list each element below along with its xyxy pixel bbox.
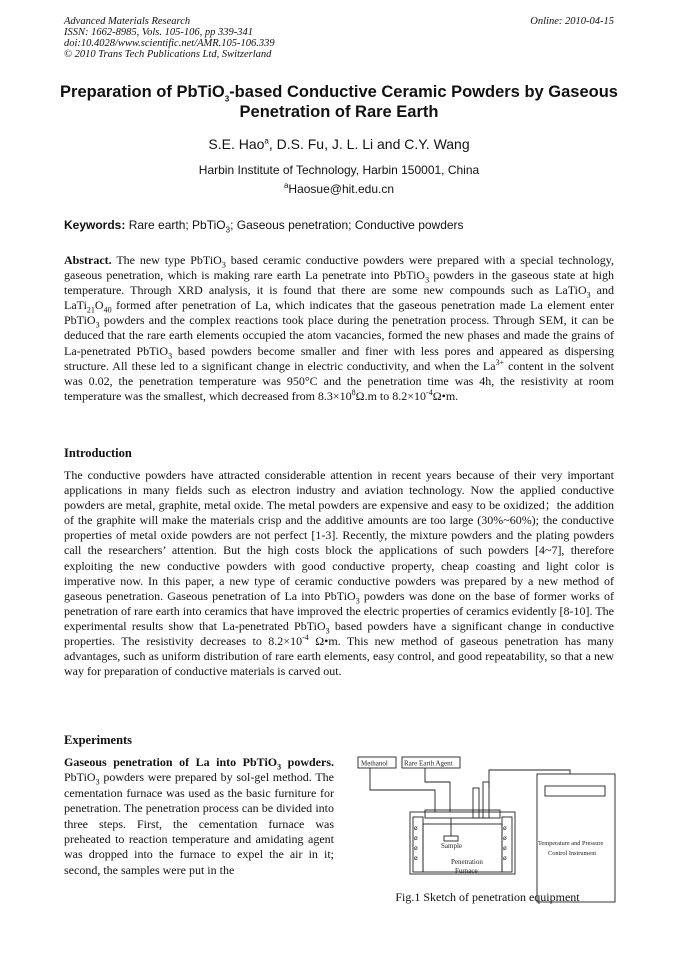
sample-holder (444, 836, 458, 841)
thermocouple-2 (483, 782, 489, 818)
instrument-label-1: Temperature and Pressure (538, 840, 604, 847)
thermocouple-1 (473, 788, 479, 818)
control-instrument (537, 774, 615, 902)
introduction-heading: Introduction (64, 446, 132, 460)
penetration-equipment-figure (355, 752, 620, 907)
sample-label: Sample (441, 842, 462, 850)
instrument-display (545, 786, 605, 796)
introduction-text: The conductive powders have attracted considerable attention in recent years because of their very important applications in many fields such as electron industry and aviation technology. Now the applied conductive powders are metal, graphite, metal oxide. The metal powders are expensive and easy to be oxidized；the addition of the graphite will make the materials crisp and the additive amounts are too large (30%~60%); the conductive properties of metal oxide powders are not perfect [1-3]. Recently, the mixture powders and the plating powders call the researchers’ attention. But the high costs block the applications of such powders [4~7], therefore exploiting the new conductive powders with good conductive property, cheap coasting and light color is imperative now. In this paper, a new type of ceramic conductive powders was prepared by a new method of gaseous penetration. Gaseous penetration of La into PbTiO$_3$ powders was done on the base of former works of penetration of rare earth into ceramics that have improved the electric properties of ceramics evidently [8-10]. The experimental results show that La-penetrated PbTiO$_3$ based powders have a significant change in conductive properties. The resistivity decreases to $8.2\times 10^{-4}$ Ω•m. This new method of gaseous penetration has many advantages, such as uniform distribution of rare earth elements, easy control, and good repeatability, so that a new way for preparation of conductive materials is carved out. (64, 468, 614, 679)
experiments-text: Gaseous penetration of La into PbTiO$_3$ powders. PbTiO$_3$ powders were prepared by sol-gel method. The cementation furnace was used as the basic furniture for penetration. The penetration process can be divided into three steps. First, the cementation furnace was preheated to reaction temperature and amidating agent was dropped into the furnace to expel the air in it; second, the samples were put in the (64, 755, 334, 877)
agent-label: Rare Earth Agent (404, 759, 453, 768)
affiliation: Harbin Institute of Technology, Harbin 150001, China (198, 163, 480, 177)
furnace-label-1: Penetration (451, 858, 483, 866)
svg-text:ø: ø (503, 825, 507, 832)
doi-line: doi:10.4028/www.scientific.net/AMR.105-106.339 (64, 38, 275, 49)
figure-caption: Fig.1 Sketch of penetration equipment (395, 890, 580, 904)
signal-line (489, 770, 570, 788)
svg-text:ø: ø (414, 825, 418, 832)
experiments-heading: Experiments (64, 733, 133, 747)
online-date: Online: 2010-04-15 (530, 16, 614, 27)
journal-name: Advanced Materials Research (64, 16, 191, 27)
furnace-label-2: Furnace (455, 867, 478, 875)
keywords: Keywords: Rare earth; PbTiO$_3$; Gaseous penetration; Conductive powders (64, 218, 464, 235)
copyright-line: © 2010 Trans Tech Publications Ltd, Switzerland (64, 49, 272, 60)
svg-text:ø: ø (503, 835, 507, 842)
paper-title: Preparation of PbTiO$_3$-based Conductive Ceramic Powders by Gaseous Penetration of Rare Earth (60, 83, 618, 121)
svg-text:ø: ø (414, 845, 418, 852)
svg-text:ø: ø (503, 845, 507, 852)
author-email: $^a$Haosue@hit.edu.cn (283, 181, 395, 196)
svg-text:ø: ø (503, 855, 507, 862)
page-header (64, 16, 614, 60)
svg-text:ø: ø (414, 855, 418, 862)
methanol-label: Methanol (361, 759, 388, 768)
issn-line: ISSN: 1662-8985, Vols. 105-106, pp 339-341 (64, 27, 253, 38)
author-list: S.E. Hao$^a$, D.S. Fu, J. L. Li and C.Y. Wang (208, 136, 470, 152)
instrument-label-2: Control Instrument (548, 850, 597, 857)
svg-text:ø: ø (414, 835, 418, 842)
abstract: Abstract. The new type PbTiO$_3$ based ceramic conductive powders were prepared with a special technology, gaseous penetration, which is making rare earth La penetrate into PbTiO$_3$ powders in the gaseous state at high temperature. Through XRD analysis, it is found that there are some new compounds such as LaTiO$_3$ and $LaTi_{21}O_{40}$ formed after penetration of La, which indicates that the gaseous penetration made La element enter PbTiO$_3$ powders and the complex reactions took place during the penetration process. Through SEM, it can be deduced that the rare earth elements occupied the atom vacancies, formed the new phases and made the grains of La-penetrated PbTiO$_3$ based powders become smaller and finer with less pores and appeared as dispersing structure. All these led to a significant change in electric conductivity, and when the $La^{3+}$ content in the solvent was 0.02, the penetration temperature was 950°C and the penetration time was 4h, the resistivity at room temperature was the smallest, which decreased from $8.3\times 10^8\Omega.m$ to $8.2\times 10^{-4}\Omega•m$. (64, 253, 615, 403)
